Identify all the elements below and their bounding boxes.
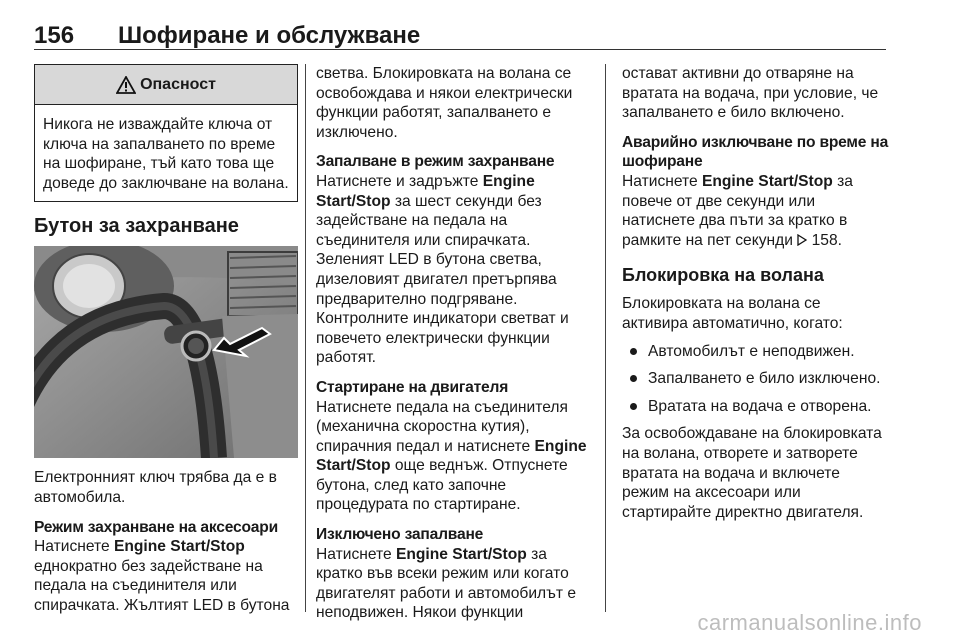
list-item: Запалването е било изключено. (622, 369, 890, 389)
accessory-mode-text: Натиснете Engine Start/Stop еднократно без задействане на педала на съединителя или спирачката. Жълтият LED в бутона (34, 538, 290, 614)
list-item: Автомобилът е неподвижен. (622, 342, 890, 362)
section-heading-steering-lock: Блокировка на волана (622, 265, 824, 286)
page-title: Шофиране и обслужване (118, 22, 421, 49)
subheading-ignition-mode: Запалване в режим захранване (316, 153, 555, 171)
ignition-mode-text: Натиснете и задръжте Engine Start/Stop за шест секунди без задействане на педала на съединителя или спирачката. Зеленият LED в бутона светва, дизеловият двигател претърпява предварително подгряване. Контролните индикатори светват и повечето електрически функции работят. (316, 172, 569, 367)
key-caption: Електронният ключ трябва да е в автомобила. (34, 469, 277, 506)
page-number: 156 (34, 22, 75, 49)
warning-header (35, 65, 297, 105)
emergency-shutdown-text: Натиснете Engine Start/Stop за повече от две секунди или натиснете два пъти за кратко в рамките на пет секунди 158. (622, 172, 853, 249)
column-1 (34, 64, 298, 616)
watermark: carmanualsonline.info (697, 610, 922, 635)
warning-title: Опасност (140, 75, 216, 93)
engine-start-stop-label: Engine Start/Stop (395, 545, 527, 563)
engine-start-stop-label: Engine Start/Stop (316, 172, 535, 210)
subheading-emergency-shutdown: Аварийно изключване по време на шофиране (622, 133, 889, 171)
ignition-off-text: Натиснете Engine Start/Stop за кратко във всеки режим или когато двигателят работи и автомобилът е неподвижен. Някои функции (316, 545, 577, 622)
page-reference-link[interactable]: 158. (811, 231, 842, 249)
column-divider (305, 64, 306, 612)
column-divider (605, 64, 606, 612)
accessory-mode-continued: светва. Блокировката на волана се освобождава и някои електрически функции работят, запалването е изключено. (316, 65, 573, 141)
warning-box (34, 64, 298, 202)
steering-wheel-photo (34, 246, 298, 458)
engine-start-text: Натиснете педала на съединителя (механична скоростна кутия), спирачния педал и натиснете Engine Start/Stop още веднъж. Отпуснете бутона, след като започне процедурата по стартиране. (316, 398, 587, 514)
engine-start-stop-label: Engine Start/Stop (113, 538, 245, 556)
list-item: Вратата на водача е отворена. (622, 397, 890, 417)
engine-start-stop-label: Engine Start/Stop (316, 437, 587, 475)
steering-lock-release-text: За освобождаване на блокировката на волана, отворете и затворете вратата на водача и включете режим на аксесоари или стартирайте директно двигателя. (622, 425, 882, 521)
power-button-illustration (34, 246, 298, 458)
steering-lock-intro: Блокировката на волана се активира автоматично, когато: (622, 295, 843, 332)
column-2 (316, 64, 592, 623)
engine-start-stop-label: Engine Start/Stop (701, 172, 833, 190)
subheading-ignition-off: Изключено запалване (316, 526, 484, 544)
subheading-engine-start: Стартиране на двигателя (316, 378, 509, 396)
column-3 (622, 64, 890, 522)
warning-triangle-icon (116, 76, 136, 94)
subheading-accessory-mode: Режим захранване на аксесоари (34, 518, 278, 536)
ignition-off-continued: остават активни до отваряне на вратата на водача, при условие, че запалването е било включено. (622, 65, 879, 122)
page-header (34, 14, 886, 50)
page-reference-arrow-icon (797, 234, 807, 246)
steering-lock-conditions (622, 342, 890, 417)
warning-text: Никога не изваждайте ключа от ключа на запалването по време на шофиране, тъй като това ще доведе до заключване на волана. (43, 116, 289, 192)
section-heading-power-button: Бутон за захранване (34, 215, 239, 238)
